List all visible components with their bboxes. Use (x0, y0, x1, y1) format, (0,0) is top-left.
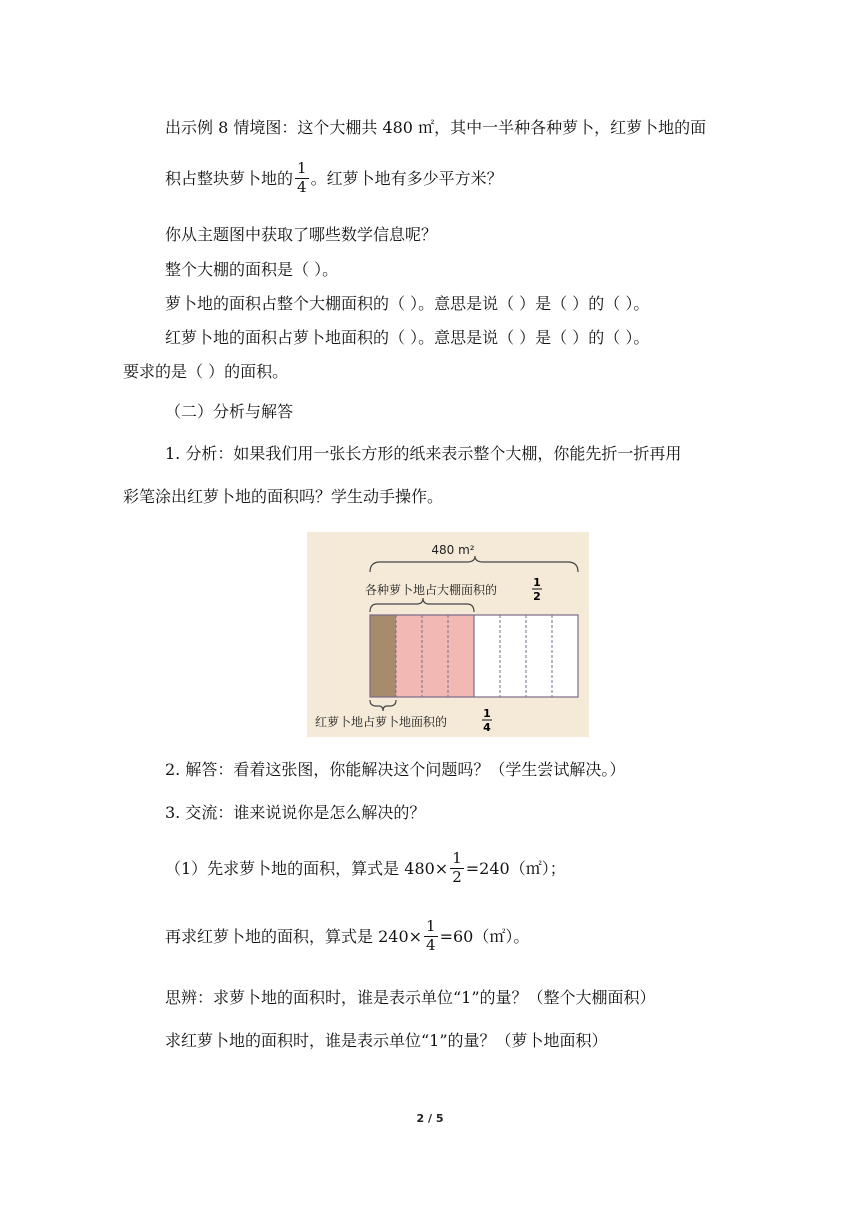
calc1-text-before: （1）先求萝卜地的面积，算式是 480× (165, 858, 449, 878)
fraction-one-quarter: $\frac{1}{4}$ (297, 159, 307, 196)
calculation-radish-area (165, 849, 566, 887)
section-heading-analysis: （二）分析与解答 (165, 402, 294, 421)
solution-step2: 2. 解答：看着这张图，你能解决这个问题吗？（学生尝试解决。） (165, 760, 626, 779)
calc2-text-after: =60（㎡）。 (439, 926, 530, 946)
reflection-unit-one-total: 思辨：求萝卜地的面积时，谁是表示单位“1”的量？（整个大棚面积） (165, 988, 656, 1007)
red-radish-fraction-numerator: 1 (483, 707, 491, 720)
greenhouse-area-diagram (307, 532, 589, 737)
question-goal: 要求的是（ ）的面积。 (123, 362, 289, 381)
other-radish-part (396, 615, 474, 697)
page-number: 2 / 5 (416, 1112, 444, 1125)
solution-step3: 3. 交流：谁来说说你是怎么解决的？ (165, 803, 426, 822)
intro-text-after-fraction: 。红萝卜地有多少平方米？ (310, 168, 503, 188)
calc1-text-after: =240（㎡）； (465, 858, 566, 878)
red-radish-fraction-denominator: 4 (483, 721, 491, 734)
question-info: 你从主题图中获取了哪些数学信息呢？ (165, 225, 438, 244)
total-area-label: 480 m² (431, 543, 475, 557)
red-radish-fraction-label: 红萝卜地占萝卜地面积的 (315, 715, 448, 729)
radish-fraction-denominator: 2 (533, 590, 541, 603)
radish-fraction-numerator: 1 (533, 576, 541, 589)
calculation-red-radish-area (165, 917, 530, 955)
analysis-step1-line2: 彩笔涂出红萝卜地的面积吗？学生动手操作。 (123, 487, 444, 506)
fraction-one-quarter-calc: $\frac{1}{4}$ (426, 917, 436, 954)
intro-text-before-fraction: 积占整块萝卜地的 (165, 168, 294, 188)
fraction-one-half: $\frac{1}{2}$ (452, 849, 462, 886)
paragraph-intro-line1: 出示例 8 情境图：这个大棚共 480 ㎡，其中一半种各种萝卜，红萝卜地的面 (165, 118, 707, 137)
paragraph-intro-line2 (165, 159, 503, 197)
radish-fraction-label: 各种萝卜地占大棚面积的 (365, 583, 498, 597)
red-radish-part (370, 615, 396, 697)
question-radish-fraction: 萝卜地的面积占整个大棚面积的（ ）。意思是说（ ）是（ ）的（ ）。 (165, 294, 650, 313)
question-red-radish-fraction: 红萝卜地的面积占萝卜地面积的（ ）。意思是说（ ）是（ ）的（ ）。 (165, 328, 650, 347)
calc2-text-before: 再求红萝卜地的面积，算式是 240× (165, 926, 423, 946)
analysis-step1-line1: 1. 分析：如果我们用一张长方形的纸来表示整个大棚，你能先折一折再用 (165, 444, 682, 463)
question-total-area: 整个大棚的面积是（ ）。 (165, 260, 339, 279)
reflection-unit-one-radish: 求红萝卜地的面积时，谁是表示单位“1”的量？（萝卜地面积） (165, 1031, 608, 1050)
